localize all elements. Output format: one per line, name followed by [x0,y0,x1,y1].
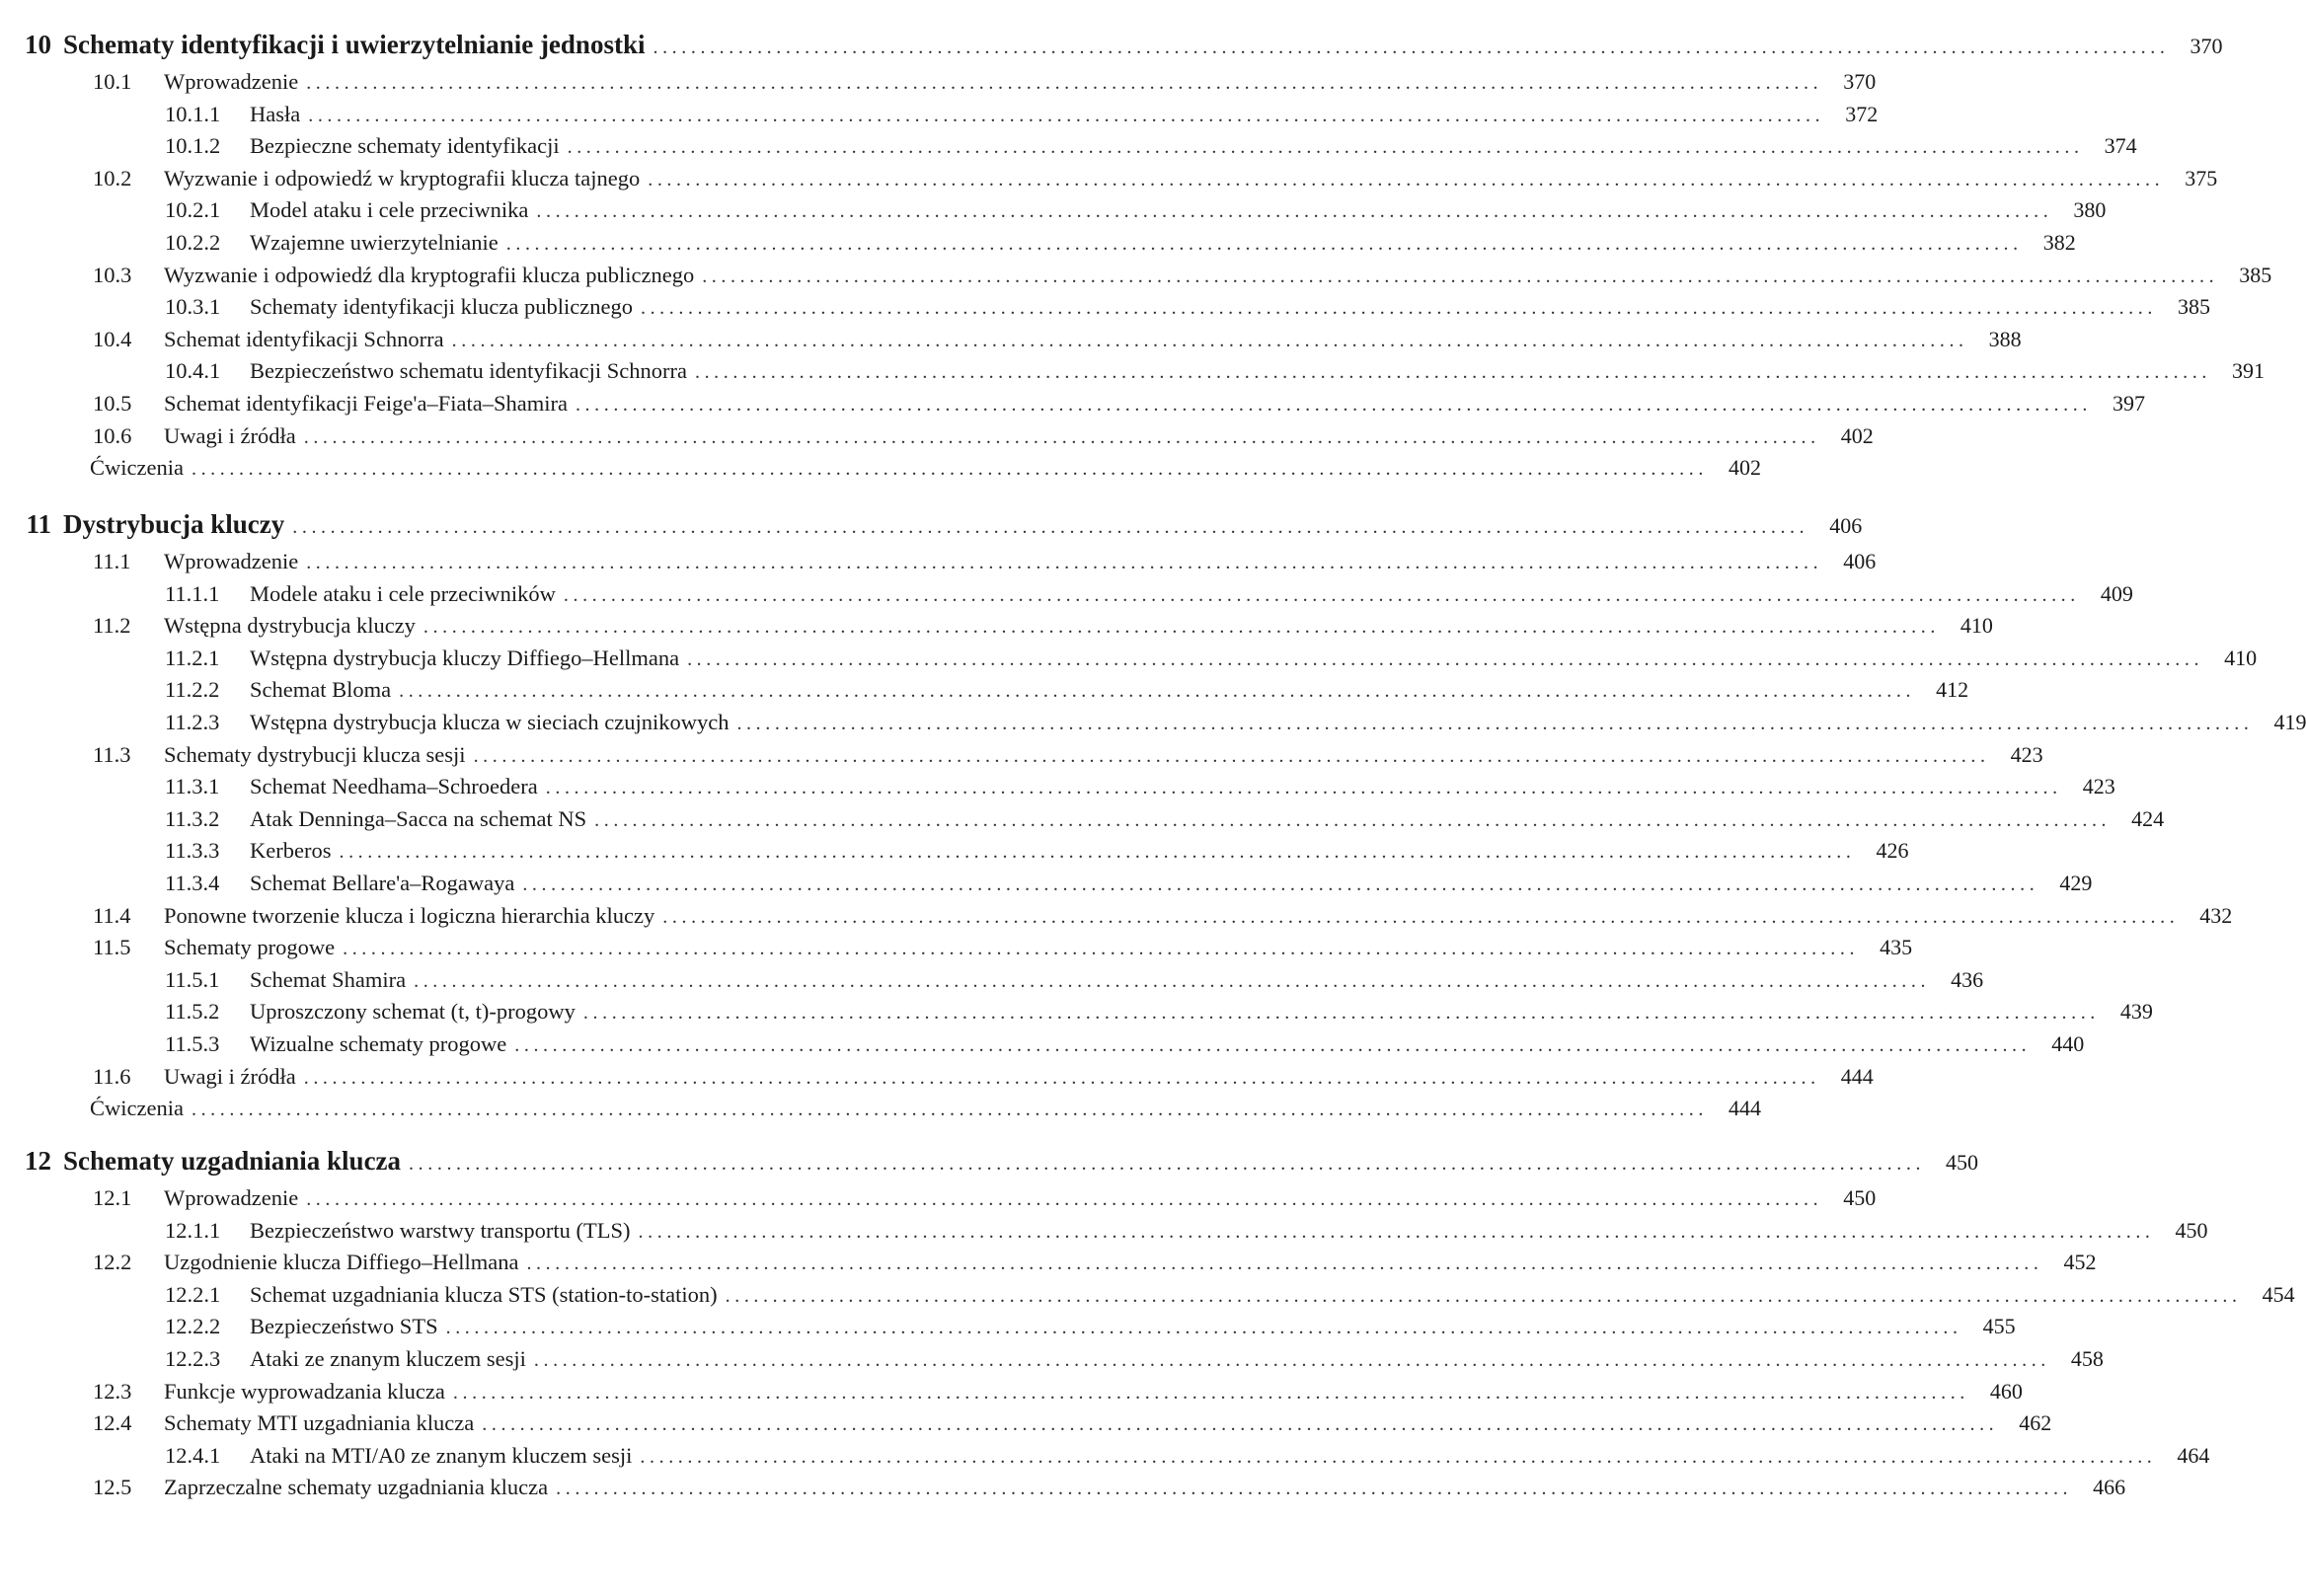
section-title: Bezpieczeństwo warstwy transportu (TLS) [250,1217,631,1243]
section-number: 12.3 [93,1378,132,1404]
page-number: 388 [1988,326,2022,351]
dot-leader: ................................................................................................................................................................ [303,1066,1820,1089]
chapter-number: 12 [25,1146,51,1176]
dot-leader: ................................................................................................................................................................ [399,680,1916,703]
section-number: 12.1 [93,1185,132,1210]
page-number: 452 [2063,1250,2097,1275]
section-title: Schemat Bloma [250,677,392,703]
section-number: 12.2.1 [165,1281,221,1307]
page-number: 454 [2262,1281,2295,1307]
section-title: Ćwiczenia [90,1096,184,1121]
page-number: 444 [1840,1063,1874,1089]
dot-leader: ................................................................................................................................................................ [662,905,2180,928]
dot-leader: ................................................................................................................................................................ [473,744,1990,767]
dot-leader: ................................................................................................................................................................ [556,1478,2073,1500]
section-title: Wprowadzenie [164,69,299,94]
section-title: Schemat identyfikacji Schnorra [164,326,444,351]
page-number: 402 [1728,455,1761,481]
section-number: 12.2 [93,1250,132,1275]
page-number: 375 [2185,165,2218,190]
dot-leader: ................................................................................................................................................................ [343,938,1860,960]
section-number: 10.3 [93,262,132,287]
section-title: Uzgodnienie klucza Diffiego–Hellmana [164,1250,519,1275]
section-title: Wprowadzenie [164,1185,299,1210]
page-number: 436 [1951,966,1984,992]
section-number: 11.3.3 [165,838,220,864]
toc-entry-12-1-1[interactable] [0,1217,2208,1248]
toc-chapter-12[interactable] [0,1146,1979,1176]
page-number: 423 [2010,741,2043,767]
section-title: Wstępna dystrybucja klucza w sieciach czujnikowych [250,710,730,734]
toc-entry-11-3-2[interactable] [0,805,2165,836]
chapter-title: Dystrybucja kluczy [63,509,285,539]
toc-chapter-10[interactable] [0,30,2223,59]
section-title: Bezpieczne schematy identyfikacji [250,133,560,159]
section-title: Bezpieczeństwo STS [250,1314,438,1339]
section-number: 12.4 [93,1410,132,1436]
page-number: 382 [2042,230,2076,255]
toc-entry-12-3[interactable] [0,1378,2023,1408]
section-title: Funkcje wyprowadzania klucza [164,1378,445,1404]
toc-entry-10-2[interactable] [0,165,2218,195]
toc-entry-11-6[interactable] [0,1063,1874,1094]
page-number: 440 [2051,1031,2085,1056]
section-number: 10.1.2 [165,133,221,159]
section-title: Uwagi i źródła [164,422,296,448]
page-number: 458 [2070,1346,2104,1371]
section-number: 11.2.3 [165,710,220,734]
toc-entry-10-2-2[interactable] [0,230,2076,260]
dot-leader: ................................................................................................................................................................ [736,713,2254,734]
dot-leader: ................................................................................................................................................................ [582,1002,2100,1025]
dot-leader: ................................................................................................................................................................ [306,72,1823,94]
page-number: 385 [2177,294,2210,320]
page-number: 406 [1829,513,1863,538]
toc-entry-10-1-1[interactable] [0,101,1879,131]
page-number: 450 [1843,1185,1877,1210]
section-title: Schematy identyfikacji klucza publicznego [250,294,633,320]
toc-entry-12-2-3[interactable] [0,1346,2104,1376]
toc-entry-11-3-1[interactable] [0,774,2115,803]
page-number: 372 [1845,101,1879,126]
page-number: 402 [1840,422,1874,448]
page-number: 391 [2231,358,2265,384]
page-number: 450 [1946,1150,1979,1175]
dot-leader: ................................................................................................................................................................ [303,425,1820,448]
section-title: Bezpieczeństwo schematu identyfikacji Schnorra [250,358,687,384]
section-number: 12.5 [93,1475,132,1500]
toc-entry-12-2-2[interactable] [0,1314,2016,1343]
page-number: 464 [2177,1442,2210,1468]
dot-leader: ................................................................................................................................................................ [514,1034,2032,1056]
toc-entry-10-5[interactable] [0,391,2145,420]
page-number: 460 [1989,1378,2023,1404]
toc-entry-11-2-2[interactable] [0,677,1969,707]
section-title: Modele ataku i cele przeciwników [250,580,556,606]
toc-entry-11-4[interactable] [0,902,2233,933]
section-title: Schemat Shamira [250,966,407,992]
toc-entry-10-4-1[interactable] [0,358,2265,388]
dot-leader: ................................................................................................................................................................ [687,647,2204,670]
section-title: Hasła [250,101,301,126]
chapter-number: 10 [25,30,51,59]
dot-leader: ................................................................................................................................................................ [306,552,1823,573]
dot-leader: ................................................................................................................................................................ [640,297,2157,320]
page-number: 385 [2239,262,2272,287]
dot-leader: ................................................................................................................................................................ [522,874,2039,895]
dot-leader: ................................................................................................................................................................ [409,1153,1926,1175]
dot-leader: ................................................................................................................................................................ [306,1188,1823,1210]
section-number: 11.3.4 [165,871,220,895]
toc-entry-11-2[interactable] [0,613,1993,643]
toc-entry-11-1-1[interactable] [0,580,2133,611]
dot-leader: ................................................................................................................................................................ [694,361,2211,384]
section-number: 10.2 [93,165,132,190]
section-number: 10.4 [93,326,132,351]
toc-entry-exercises[interactable] [0,455,1761,485]
section-title: Ataki na MTI/A0 ze znanym kluczem sesji [250,1442,633,1468]
page-number: 432 [2199,902,2233,928]
dot-leader: ................................................................................................................................................................ [638,1220,2155,1243]
page-number: 370 [1843,69,1877,94]
section-number: 11.2 [93,613,131,639]
section-title: Ataki ze znanym kluczem sesji [250,1346,526,1371]
dot-leader: ................................................................................................................................................................ [594,808,2112,831]
dot-leader: ................................................................................................................................................................ [533,1349,2050,1371]
chapter-title: Schematy uzgadniania klucza [63,1146,402,1176]
page-number: 412 [1936,677,1969,703]
page-number: 410 [2224,645,2258,670]
section-title: Uproszczony schemat (t, t)-progowy [250,999,576,1025]
section-number: 12.4.1 [165,1442,221,1468]
page-number: 409 [2100,580,2133,606]
section-title: Ćwiczenia [90,455,184,481]
toc-entry-11-5-2[interactable] [0,999,2153,1028]
toc-entry-12-4[interactable] [0,1410,2052,1440]
toc-entry-10-6[interactable] [0,422,1874,453]
section-title: Wprowadzenie [164,549,299,573]
section-title: Ponowne tworzenie klucza i logiczna hierarchia kluczy [164,902,655,928]
toc-entry-10-4[interactable] [0,326,2022,356]
section-title: Zaprzeczalne schematy uzgadniania klucza [164,1475,549,1500]
chapter-title: Schematy identyfikacji i uwierzytelnianie jednostki [63,30,646,59]
section-title: Kerberos [250,838,332,864]
section-title: Wzajemne uwierzytelnianie [250,230,499,255]
section-number: 11.6 [93,1063,131,1089]
section-number: 11.1.1 [165,580,220,606]
page-number: 374 [2104,133,2137,159]
dot-leader: ................................................................................................................................................................ [648,168,2165,190]
page-number: 435 [1880,935,1913,960]
toc-entry-12-1[interactable] [0,1185,1877,1215]
dot-leader: ................................................................................................................................................................ [725,1284,2242,1307]
section-title: Model ataku i cele przeciwnika [250,197,529,223]
toc-entry-11-5-1[interactable] [0,966,1984,997]
section-number: 12.2.2 [165,1314,221,1339]
dot-leader: ................................................................................................................................................................ [575,394,2092,416]
section-number: 10.5 [93,391,132,416]
dot-leader: ................................................................................................................................................................ [308,104,1825,126]
section-number: 10.1.1 [165,101,221,126]
section-number: 12.2.3 [165,1346,221,1371]
dot-leader: ................................................................................................................................................................ [526,1253,2043,1275]
dot-leader: ................................................................................................................................................................ [339,841,1856,864]
toc-entry-10-1[interactable] [0,69,1877,99]
page-number: 455 [1982,1314,2016,1339]
page-number: 410 [1960,613,1993,639]
section-number: 11.4 [93,902,131,928]
toc-entry-10-3[interactable] [0,262,2272,292]
dot-leader: ................................................................................................................................................................ [191,1099,1708,1121]
page-number: 450 [2175,1217,2208,1243]
section-title: Schematy dystrybucji klucza sesji [164,741,466,767]
toc-entry-exercises[interactable] [0,1096,1761,1125]
section-title: Wstępna dystrybucja kluczy [164,613,416,639]
section-title: Wizualne schematy progowe [250,1031,507,1056]
section-number: 11.5.1 [165,966,220,992]
section-title: Schematy MTI uzgadniania klucza [164,1410,475,1436]
section-title: Schemat identyfikacji Feige'a–Fiata–Shamira [164,391,568,416]
section-number: 10.1 [93,69,132,94]
toc-entry-10-2-1[interactable] [0,197,2107,227]
section-number: 11.5.2 [165,999,220,1025]
section-title: Wyzwanie i odpowiedź dla kryptografii klucza publicznego [164,262,695,287]
toc-entry-11-5[interactable] [0,935,1913,964]
dot-leader: ................................................................................................................................................................ [653,37,2170,58]
page-number: 429 [2059,871,2093,895]
toc-entry-11-3-3[interactable] [0,838,1909,868]
section-title: Schemat uzgadniania klucza STS (station-to-station) [250,1281,718,1307]
dot-leader: ................................................................................................................................................................ [423,616,1940,639]
dot-leader: ................................................................................................................................................................ [702,265,2219,287]
section-title: Atak Denninga–Sacca na schemat NS [250,805,587,831]
toc-entry-10-3-1[interactable] [0,294,2210,324]
page-number: 406 [1843,549,1877,573]
section-number: 11.3.2 [165,805,220,831]
section-number: 12.1.1 [165,1217,221,1243]
toc-entry-11-3-4[interactable] [0,871,2093,900]
dot-leader: ................................................................................................................................................................ [640,1445,2157,1468]
chapter-number: 11 [26,509,51,539]
dot-leader: ................................................................................................................................................................ [482,1413,1999,1436]
toc-entry-11-5-3[interactable] [0,1031,2085,1061]
page-number: 462 [2019,1410,2052,1436]
dot-leader: ................................................................................................................................................................ [452,1381,1969,1404]
toc-entry-11-3[interactable] [0,741,2043,772]
page-number: 380 [2073,197,2107,223]
toc-chapter-11[interactable] [0,509,1863,539]
dot-leader: ................................................................................................................................................................ [536,200,2053,223]
toc-entry-12-2-1[interactable] [0,1281,2295,1312]
page-number: 466 [2093,1475,2126,1500]
toc-entry-12-2[interactable] [0,1250,2097,1279]
section-title: Schematy progowe [164,935,336,960]
section-title: Uwagi i źródła [164,1063,296,1089]
dot-leader: ................................................................................................................................................................ [445,1317,1962,1339]
section-title: Wyzwanie i odpowiedź w kryptografii klucza tajnego [164,165,641,190]
section-number: 11.5.3 [165,1031,220,1056]
section-number: 11.3 [93,741,131,767]
page-number: 426 [1876,838,1909,864]
toc-entry-11-2-3[interactable] [0,710,2306,739]
section-number: 10.4.1 [165,358,221,384]
section-title: Schemat Needhama–Schroedera [250,774,538,799]
dot-leader: ................................................................................................................................................................ [567,136,2084,159]
toc-entry-11-1[interactable] [0,549,1877,578]
page-number: 419 [2273,710,2306,734]
toc-entry-11-2-1[interactable] [0,645,2258,675]
section-number: 11.5 [93,935,131,960]
section-number: 11.3.1 [165,774,220,799]
dot-leader: ................................................................................................................................................................ [505,233,2023,255]
page-number: 424 [2131,805,2165,831]
dot-leader: ................................................................................................................................................................ [292,516,1809,538]
dot-leader: ................................................................................................................................................................ [191,458,1708,481]
section-number: 11.2.1 [165,645,220,670]
toc-entry-12-5[interactable] [0,1475,2126,1504]
section-title: Wstępna dystrybucja kluczy Diffiego–Hellmana [250,645,680,670]
page-number: 397 [2112,391,2145,416]
toc-entry-10-1-2[interactable] [0,133,2137,163]
section-number: 11.1 [93,549,131,573]
section-title: Schemat Bellare'a–Rogawaya [250,871,515,895]
page-number: 423 [2082,774,2115,799]
toc-entry-12-4-1[interactable] [0,1442,2210,1473]
section-number: 10.6 [93,422,132,448]
page-number: 439 [2119,999,2153,1025]
dot-leader: ................................................................................................................................................................ [414,969,1931,992]
page-number: 444 [1728,1096,1761,1121]
dot-leader: ................................................................................................................................................................ [563,583,2080,606]
section-number: 10.3.1 [165,294,221,320]
page-number: 370 [2190,34,2223,58]
section-number: 10.2.2 [165,230,221,255]
dot-leader: ................................................................................................................................................................ [451,329,1968,351]
section-number: 10.2.1 [165,197,221,223]
section-number: 11.2.2 [165,677,220,703]
dot-leader: ................................................................................................................................................................ [545,777,2062,799]
